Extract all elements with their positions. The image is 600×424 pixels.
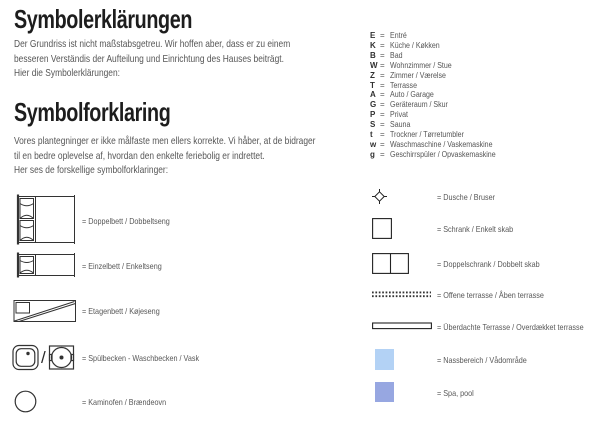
- equals-sign: =: [380, 100, 385, 110]
- legend-label: = Doppelbett / Dobbeltseng: [82, 216, 170, 226]
- abbreviation-text: Entré: [390, 31, 407, 41]
- equals-sign: =: [380, 129, 385, 139]
- spa-pool-swatch: [375, 382, 394, 402]
- abbreviation-letter: w: [370, 139, 377, 149]
- abbreviation-text: Küche / Køkken: [390, 41, 440, 51]
- abbreviation-letter: t: [370, 129, 373, 139]
- legend-label: = Dusche / Bruser: [437, 192, 496, 202]
- legend-label: = Offene terrasse / Åben terrasse: [437, 290, 544, 300]
- shower-icon: [372, 189, 387, 204]
- sink-round-icon: [12, 344, 39, 371]
- german-intro-line: Hier die Symbolerklärungen:: [14, 67, 120, 80]
- legend-label: = Spülbecken - Waschbecken / Vask: [82, 353, 200, 363]
- abbreviation-letter: K: [370, 41, 376, 51]
- abbreviation-row: [370, 61, 510, 71]
- legend-label: = Doppelschrank / Dobbelt skab: [437, 259, 540, 269]
- equals-sign: =: [380, 70, 385, 80]
- double-cabinet-icon: [372, 253, 409, 274]
- legend-label: = Kaminofen / Brændeovn: [82, 397, 167, 407]
- abbreviation-row: [370, 149, 510, 159]
- abbreviation-letter: E: [370, 31, 376, 41]
- abbreviation-row: [370, 100, 510, 110]
- bunk-bed-icon: [13, 299, 77, 323]
- german-intro-line: besseren Verständis der Aufteilung und Einrichtung des Hauses beiträgt.: [14, 52, 284, 65]
- german-title: Symbolerklärungen: [14, 4, 193, 34]
- open-terrace-icon: [372, 291, 431, 298]
- abbreviation-text: Bad: [390, 51, 403, 61]
- abbreviation-text: Privat: [390, 110, 408, 120]
- equals-sign: =: [380, 31, 385, 41]
- german-intro: [14, 37, 359, 81]
- equals-sign: =: [380, 80, 385, 90]
- abbreviation-row: [370, 90, 510, 100]
- abbreviation-row: [370, 80, 510, 90]
- sink-icons: [12, 344, 75, 371]
- abbreviation-letter: Z: [370, 70, 375, 80]
- abbreviation-text: Waschmaschine / Vaskemaskine: [390, 139, 493, 149]
- german-intro-line: Der Grundriss ist nicht maßstabsgetreu. Wir hoffen aber, dass er zu einem: [14, 38, 291, 50]
- abbreviation-row: [370, 41, 510, 51]
- abbreviation-row: [370, 51, 510, 61]
- abbreviation-text: Trockner / Tørretumbler: [390, 129, 464, 139]
- legend-label: = Einzelbett / Enkeltseng: [82, 261, 162, 271]
- abbreviation-letter: T: [370, 80, 375, 90]
- equals-sign: =: [380, 120, 385, 130]
- equals-sign: =: [380, 51, 385, 61]
- danish-intro-line: Her ses de forskellige symbolforklaringer:: [14, 164, 169, 177]
- equals-sign: =: [380, 139, 385, 149]
- covered-terrace-icon: [372, 322, 432, 330]
- legend-label: = Spa, pool: [437, 388, 474, 398]
- danish-intro-line: Vores plantegninger er ikke målfaste men ellers korrekte. Vi håber, at de bidrager: [14, 135, 316, 147]
- abbreviation-text: Geschirrspüler / Opvaskemaskine: [390, 149, 496, 159]
- abbreviation-text: Zimmer / Værelse: [390, 70, 446, 80]
- wet-area-swatch: [375, 349, 394, 370]
- abbreviation-text: Terrasse: [390, 80, 418, 90]
- abbreviation-row: [370, 70, 510, 80]
- wood-stove-icon: [14, 390, 37, 413]
- equals-sign: =: [380, 60, 385, 70]
- equals-sign: =: [380, 90, 385, 100]
- abbreviation-text: Wohnzimmer / Stue: [390, 60, 452, 70]
- abbreviation-letter: W: [370, 60, 378, 70]
- danish-intro-line: til en bedre oplevelse af, hvordan den enkelte feriebolig er indrettet.: [14, 149, 265, 162]
- sink-square-icon: [48, 344, 75, 371]
- abbreviation-row: [370, 110, 510, 120]
- abbreviation-letter: G: [370, 100, 377, 110]
- legend-label: = Überdachte Terrasse / Overdækket terrasse: [437, 322, 584, 332]
- abbreviation-letter: B: [370, 51, 376, 61]
- abbreviation-row: [370, 120, 510, 130]
- double-bed-icon: [15, 194, 77, 245]
- cabinet-icon: [372, 218, 392, 239]
- abbreviation-text: Geräteraum / Skur: [390, 100, 448, 110]
- danish-intro: [14, 134, 391, 178]
- danish-title: Symbolforklaring: [14, 97, 171, 127]
- abbreviation-row: [370, 139, 510, 149]
- abbreviation-text: Sauna: [390, 120, 411, 130]
- equals-sign: =: [380, 149, 385, 159]
- abbreviation-row: [370, 129, 510, 139]
- abbreviation-letter: A: [370, 90, 376, 100]
- legend-label: = Etagenbett / Køjeseng: [82, 306, 160, 316]
- abbreviation-text: Auto / Garage: [390, 90, 434, 100]
- slash-separator: /: [41, 347, 46, 367]
- abbreviation-letter: g: [370, 149, 375, 159]
- abbreviation-letter: S: [370, 120, 376, 130]
- abbreviation-letter: P: [370, 110, 376, 120]
- equals-sign: =: [380, 41, 385, 51]
- equals-sign: =: [380, 110, 385, 120]
- legend-label: = Nassbereich / Vådområde: [437, 355, 527, 365]
- single-bed-icon: [15, 252, 77, 278]
- abbreviation-row: [370, 31, 510, 41]
- abbreviation-list: [370, 31, 510, 159]
- legend-label: = Schrank / Enkelt skab: [437, 224, 514, 234]
